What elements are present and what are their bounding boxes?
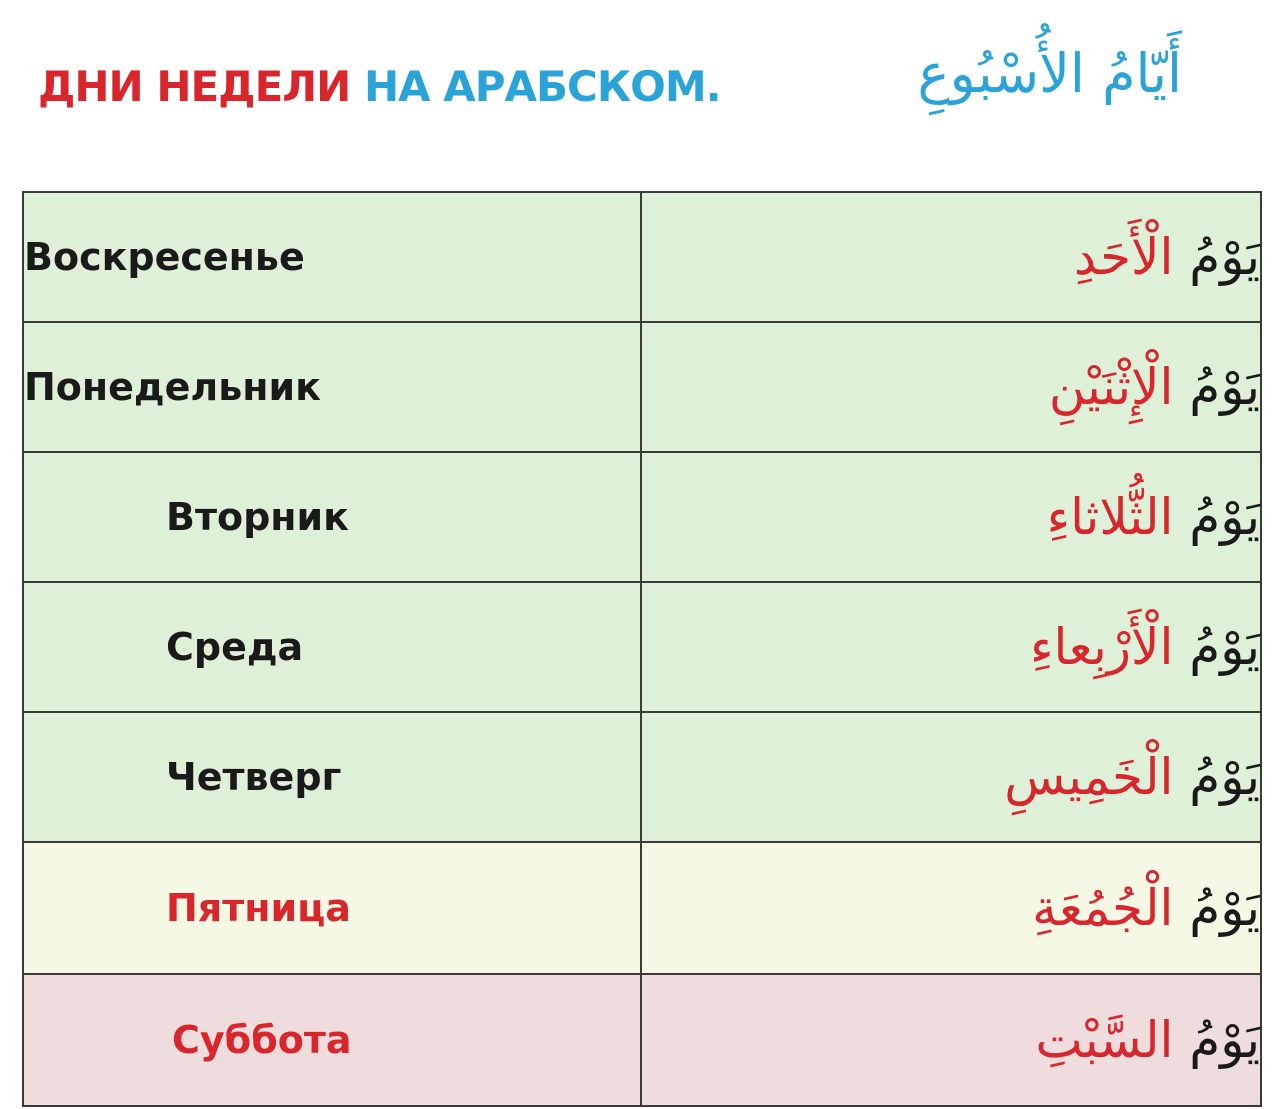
day-russian-cell: Четверг — [23, 712, 641, 842]
title-russian-red-part: ДНИ НЕДЕЛИ — [38, 62, 351, 111]
page-header — [0, 0, 1280, 180]
day-arabic-cell — [641, 974, 1261, 1106]
table-row-thursday — [23, 712, 1261, 842]
table-row-monday — [23, 322, 1261, 452]
day-arabic-cell — [641, 192, 1261, 322]
day-russian-cell: Вторник — [23, 452, 641, 582]
arabic-day-name: الْخَمِيسِ — [1004, 748, 1174, 806]
arabic-day-name: الْأَرْبِعاءِ — [1030, 618, 1174, 676]
day-arabic-cell — [641, 582, 1261, 712]
arabic-yawm-word: يَوْمُ — [1189, 748, 1260, 806]
day-russian-cell: Воскресенье — [23, 192, 641, 322]
page-title-arabic: أَيّامُ الأُسْبُوعِ — [917, 42, 1182, 105]
table-row-friday — [23, 842, 1261, 974]
day-arabic-cell — [641, 452, 1261, 582]
day-arabic-cell — [641, 842, 1261, 974]
table-row-sunday — [23, 192, 1261, 322]
arabic-day-name: الْإِثْنَيْنِ — [1048, 358, 1174, 416]
arabic-yawm-word: يَوْمُ — [1189, 488, 1260, 546]
arabic-day-name: السَّبْتِ — [1035, 1011, 1174, 1069]
day-arabic-cell — [641, 322, 1261, 452]
table-row-wednesday — [23, 582, 1261, 712]
arabic-yawm-word: يَوْمُ — [1189, 618, 1260, 676]
arabic-day-name: الثُّلاثاءِ — [1046, 488, 1174, 546]
arabic-yawm-word: يَوْمُ — [1189, 358, 1260, 416]
weekdays-table — [22, 191, 1262, 1107]
arabic-yawm-word: يَوْمُ — [1189, 1011, 1260, 1069]
page-title-russian — [38, 62, 721, 111]
table-row-tuesday — [23, 452, 1261, 582]
table-row-saturday — [23, 974, 1261, 1106]
day-russian-cell: Понедельник — [23, 322, 641, 452]
arabic-yawm-word: يَوْمُ — [1189, 879, 1260, 937]
day-russian-cell: Пятница — [23, 842, 641, 974]
arabic-day-name: الْجُمُعَةِ — [1032, 879, 1174, 937]
arabic-yawm-word: يَوْمُ — [1189, 228, 1260, 286]
title-russian-blue-part: НА АРАБСКОМ. — [363, 62, 721, 111]
day-russian-cell: Суббота — [23, 974, 641, 1106]
day-arabic-cell — [641, 712, 1261, 842]
day-russian-cell: Среда — [23, 582, 641, 712]
arabic-day-name: الْأَحَدِ — [1073, 228, 1174, 286]
